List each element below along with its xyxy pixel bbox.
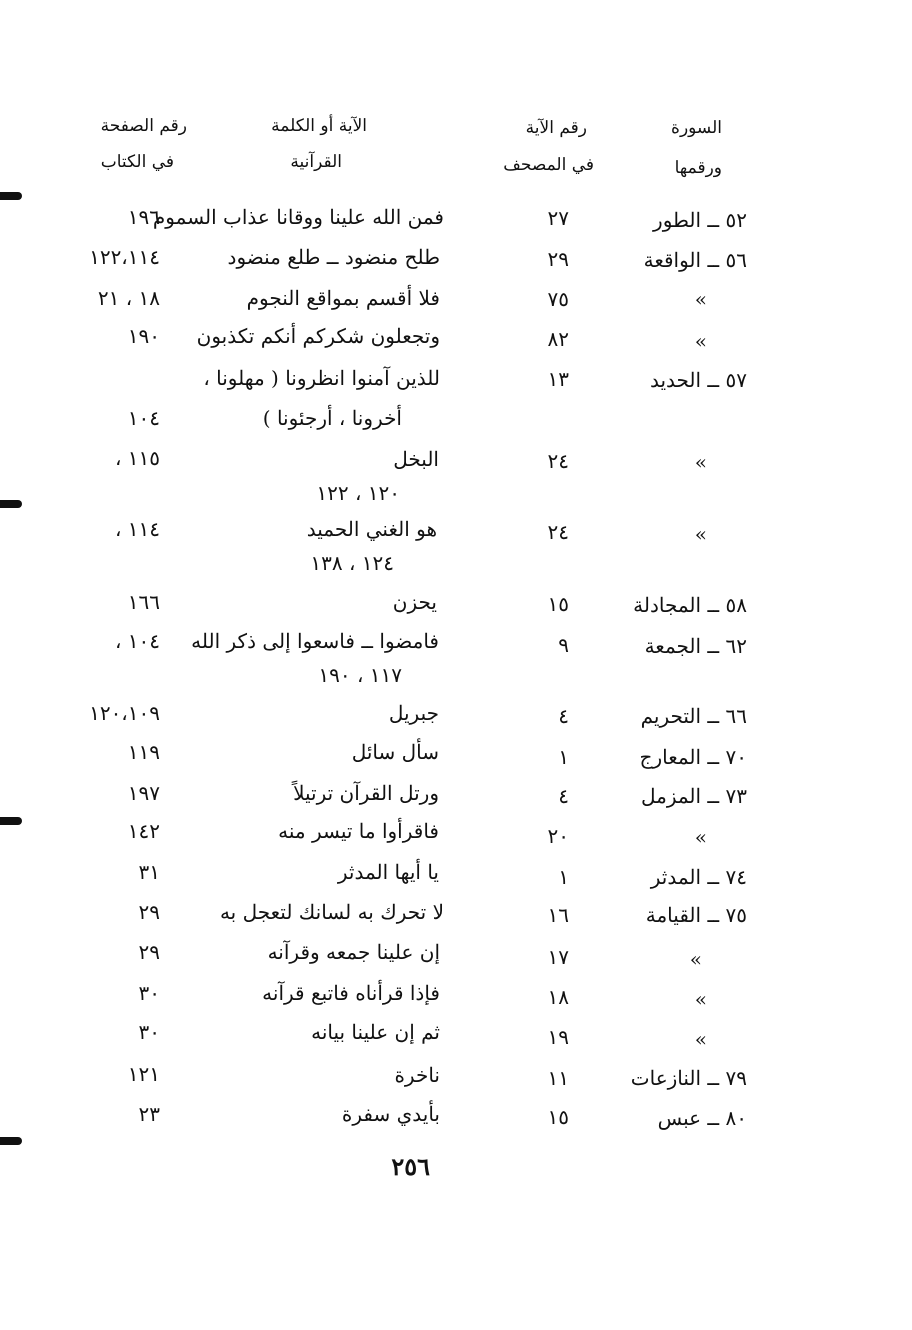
- table-cell-sura: ٥٨ ــ المجادلة: [633, 593, 747, 617]
- table-cell-page: ١٦٦: [127, 590, 160, 614]
- binding-mark: [0, 500, 22, 508]
- table-cell-page: ٣٠: [138, 1020, 160, 1044]
- table-cell-page: ٣٠: [138, 981, 160, 1005]
- table-cell-ayah: ٤: [558, 704, 569, 728]
- header-word-line1: الآية أو الكلمة: [271, 116, 367, 136]
- table-cell-page: ١٠٤ ،: [114, 629, 160, 653]
- table-cell-word: طلح منضود ــ طلع منضود: [227, 245, 440, 269]
- table-cell-sura: »: [694, 522, 707, 546]
- table-cell-sura: »: [694, 825, 707, 849]
- table-cell-page: ١٤٢: [127, 819, 160, 843]
- table-cell-sura: »: [694, 1027, 707, 1051]
- table-cell-sura: ٥٦ ــ الواقعة: [643, 248, 747, 272]
- table-cell-ayah: ٤: [558, 784, 569, 808]
- table-cell-word: سأل سائل: [351, 740, 439, 764]
- table-cell-page: ٢٩: [138, 900, 160, 924]
- table-cell-sura: ٧٩ ــ النازعات: [630, 1066, 747, 1090]
- table-cell-ayah: ١٩: [547, 1025, 569, 1049]
- table-cell-word-continued: ١٢٠ ، ١٢٢: [316, 481, 400, 505]
- table-cell-ayah: ١: [558, 865, 569, 889]
- table-cell-word: إن علينا جمعه وقرآنه: [267, 940, 440, 964]
- header-page-line2: في الكتاب: [100, 152, 174, 172]
- table-cell-sura: ٧٥ ــ القيامة: [645, 903, 747, 927]
- table-cell-page: ١٩٠: [127, 324, 160, 348]
- table-cell-sura: ٧٣ ــ المزمل: [640, 784, 747, 808]
- table-cell-page: ١٨ ، ٢١: [97, 286, 160, 310]
- binding-mark: [0, 1137, 22, 1145]
- table-cell-ayah: ١: [558, 745, 569, 769]
- table-cell-ayah: ٢٧: [547, 206, 569, 230]
- table-cell-page: ١١٩: [127, 740, 160, 764]
- table-cell-word: يحزن: [392, 590, 437, 614]
- table-cell-sura: ٦٦ ــ التحريم: [640, 704, 747, 728]
- table-cell-word: لا تحرك به لسانك لتعجل به: [219, 900, 444, 924]
- table-cell-word-continued: أخرونا ، أرجئونا ): [262, 406, 402, 430]
- page-number: ٢٥٦: [391, 1152, 430, 1181]
- table-cell-ayah: ٧٥: [547, 287, 569, 311]
- table-cell-ayah: ١٥: [547, 1105, 569, 1129]
- table-cell-word: جبريل: [388, 701, 439, 725]
- table-cell-ayah: ١١: [547, 1066, 569, 1090]
- table-cell-sura: ٥٢ ــ الطور: [653, 208, 747, 232]
- table-cell-ayah: ١٧: [547, 945, 569, 969]
- table-cell-ayah: ٨٢: [547, 327, 569, 351]
- table-cell-word: فامضوا ــ فاسعوا إلى ذكر الله: [191, 629, 439, 653]
- table-cell-sura: ٥٧ ــ الحديد: [649, 368, 747, 392]
- table-cell-word: بأيدي سفرة: [341, 1102, 440, 1126]
- table-cell-ayah: ١٦: [547, 903, 569, 927]
- table-cell-page: ٢٩: [138, 940, 160, 964]
- table-cell-word: للذين آمنوا انظرونا ( مهلونا ،: [203, 366, 440, 390]
- table-cell-page: ١٠٤: [127, 406, 160, 430]
- table-cell-ayah: ٢٤: [547, 449, 569, 473]
- table-cell-sura: »: [694, 329, 707, 353]
- table-cell-sura: ٨٠ ــ عبس: [657, 1106, 747, 1130]
- table-cell-sura: ٧٠ ــ المعارج: [639, 745, 747, 769]
- header-sura-line2: ورقمها: [674, 158, 722, 178]
- table-cell-word: ورتل القرآن ترتيلاً: [293, 781, 439, 805]
- table-cell-sura: »: [694, 450, 707, 474]
- table-cell-word: فمن الله علينا ووقانا عذاب السموم: [152, 205, 444, 229]
- table-cell-word-continued: ١٢٤ ، ١٣٨: [310, 551, 394, 575]
- header-sura-line1: السورة: [671, 118, 722, 138]
- table-cell-page: ١٩٦: [127, 205, 160, 229]
- table-cell-sura: »: [689, 947, 702, 971]
- table-cell-word: فلا أقسم بمواقع النجوم: [246, 286, 440, 310]
- table-cell-word: فإذا قرأناه فاتبع قرآنه: [262, 981, 440, 1005]
- table-cell-word: البخل: [393, 447, 439, 471]
- table-cell-page: ١١٥ ،: [114, 446, 160, 470]
- table-cell-ayah: ٢٤: [547, 520, 569, 544]
- header-page-line1: رقم الصفحة: [100, 116, 187, 136]
- table-cell-word: ناخرة: [394, 1063, 440, 1087]
- table-cell-word: وتجعلون شكركم أنكم تكذبون: [196, 324, 440, 348]
- header-word-line2: القرآنية: [290, 152, 342, 172]
- table-cell-ayah: ٢٠: [547, 824, 569, 848]
- binding-mark: [0, 192, 22, 200]
- table-cell-page: ١١٤ ،: [114, 517, 160, 541]
- header-ayah-line1: رقم الآية: [525, 118, 587, 138]
- table-cell-page: ٣١: [138, 860, 160, 884]
- table-cell-sura: »: [694, 987, 707, 1011]
- table-cell-word: ثم إن علينا بيانه: [311, 1020, 440, 1044]
- table-cell-sura: ٦٢ ــ الجمعة: [644, 634, 747, 658]
- header-ayah-line2: في المصحف: [503, 155, 594, 175]
- table-cell-word: هو الغني الحميد: [306, 517, 437, 541]
- table-cell-page: ١٢٠،١٠٩: [89, 701, 160, 725]
- table-cell-ayah: ٢٩: [547, 247, 569, 271]
- table-cell-word: يا أيها المدثر: [337, 860, 439, 884]
- table-cell-page: ١٩٧: [127, 781, 160, 805]
- table-cell-ayah: ١٣: [547, 367, 569, 391]
- binding-mark: [0, 817, 22, 825]
- table-cell-ayah: ١٨: [547, 985, 569, 1009]
- table-cell-ayah: ١٥: [547, 592, 569, 616]
- table-cell-ayah: ٩: [558, 633, 569, 657]
- table-cell-page: ١٢٢،١١٤: [89, 245, 160, 269]
- table-cell-word: فاقرأوا ما تيسر منه: [278, 819, 439, 843]
- table-cell-sura: ٧٤ ــ المدثر: [650, 865, 747, 889]
- table-cell-sura: »: [694, 287, 707, 311]
- table-cell-page: ٢٣: [138, 1102, 160, 1126]
- table-cell-page: ١٢١: [127, 1062, 160, 1086]
- table-cell-word-continued: ١١٧ ، ١٩٠: [318, 663, 402, 687]
